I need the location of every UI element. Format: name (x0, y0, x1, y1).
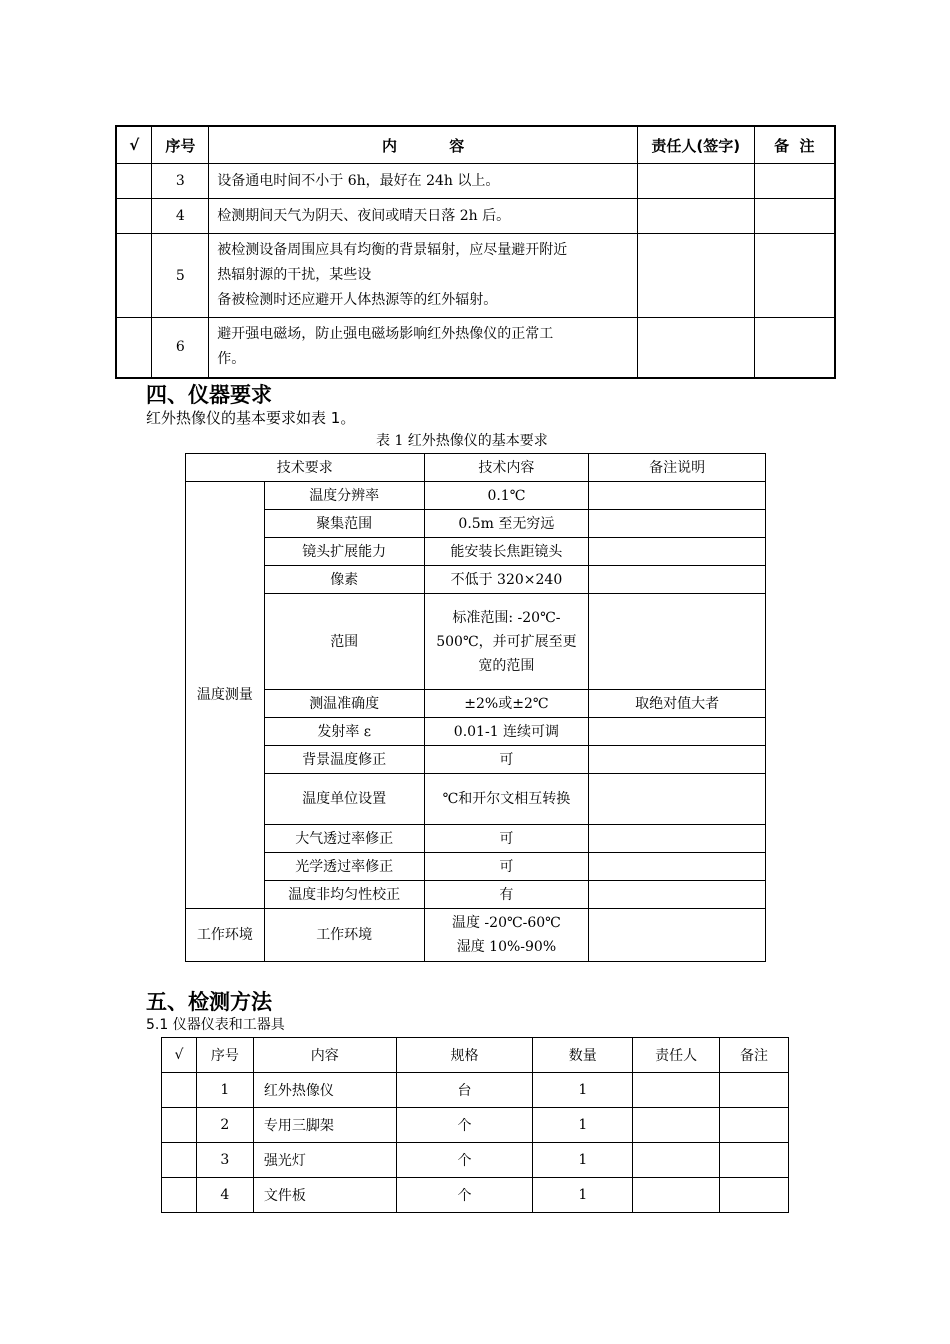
remark-header: 备 注 (754, 126, 835, 164)
qty-header: 数量 (533, 1038, 633, 1073)
group-work-environment: 工作环境 (186, 909, 265, 962)
note-cell (589, 718, 766, 746)
responsible-cell (637, 318, 754, 378)
responsible-cell (633, 1178, 720, 1213)
table-row (116, 234, 835, 318)
item-cell: 温度单位设置 (264, 774, 424, 825)
content-cell (209, 234, 638, 318)
table-row (186, 482, 766, 510)
check-header: √ (116, 126, 152, 164)
content-cell (209, 318, 638, 378)
note-cell (589, 510, 766, 538)
value-cell: ±2%或±2℃ (424, 690, 589, 718)
remark-cell (754, 164, 835, 199)
name-cell: 红外热像仪 (253, 1073, 396, 1108)
content-header: 内 容 (209, 126, 638, 164)
tech-content-header: 技术内容 (424, 454, 589, 482)
responsible-cell (637, 199, 754, 234)
table-header-row (162, 1038, 789, 1073)
value-cell: 0.1℃ (424, 482, 589, 510)
responsible-cell (633, 1143, 720, 1178)
check-cell (116, 318, 152, 378)
value-cell: 0.5m 至无穷远 (424, 510, 589, 538)
seq-cell: 4 (152, 199, 209, 234)
table-row (162, 1143, 789, 1178)
table-row (186, 690, 766, 718)
checklist-table (115, 125, 836, 379)
content-cell: 检测期间天气为阴天、夜间或晴天日落 2h 后。 (209, 199, 638, 234)
name-cell: 文件板 (253, 1178, 396, 1213)
seq-cell: 6 (152, 318, 209, 378)
name-cell: 强光灯 (253, 1143, 396, 1178)
content-line: 热辐射源的干扰，某些设 (217, 267, 372, 283)
responsible-header: 责任人 (633, 1038, 720, 1073)
spec-cell: 个 (396, 1178, 533, 1213)
note-cell (589, 881, 766, 909)
seq-header: 序号 (152, 126, 209, 164)
check-cell (116, 199, 152, 234)
table-row (116, 318, 835, 378)
group-temperature-measurement: 温度测量 (186, 482, 265, 909)
seq-header: 序号 (196, 1038, 253, 1073)
table-row (186, 594, 766, 690)
seq-cell: 3 (152, 164, 209, 199)
seq-cell: 2 (196, 1108, 253, 1143)
table-row (186, 718, 766, 746)
item-cell: 镜头扩展能力 (264, 538, 424, 566)
item-cell: 温度分辨率 (264, 482, 424, 510)
table-row (186, 909, 766, 962)
value-cell (424, 909, 589, 962)
note-cell (589, 825, 766, 853)
value-cell: 不低于 320×240 (424, 566, 589, 594)
note-cell (589, 482, 766, 510)
value-cell: ℃和开尔文相互转换 (424, 774, 589, 825)
note-cell (589, 566, 766, 594)
value-line: 500℃，并可扩展至更 (436, 633, 577, 650)
content-cell: 设备通电时间不小于 6h，最好在 24h 以上。 (209, 164, 638, 199)
table-row (186, 538, 766, 566)
tools-table (161, 1037, 789, 1213)
content-line: 备被检测时还应避开人体热源等的红外辐射。 (217, 292, 498, 308)
seq-cell: 4 (196, 1178, 253, 1213)
item-cell: 温度非均匀性校正 (264, 881, 424, 909)
value-cell: 有 (424, 881, 589, 909)
content-line: 作。 (217, 351, 246, 368)
item-cell: 光学透过率修正 (264, 853, 424, 881)
table-row (186, 853, 766, 881)
note-cell: 取绝对值大者 (589, 690, 766, 718)
item-cell: 发射率 ε (264, 718, 424, 746)
table-row (162, 1073, 789, 1108)
section4-intro: 红外热像仪的基本要求如表 1。 (146, 409, 356, 427)
value-cell: 可 (424, 853, 589, 881)
value-cell: 0.01-1 连续可调 (424, 718, 589, 746)
remark-cell (754, 199, 835, 234)
table-row (186, 510, 766, 538)
table-header-row (116, 126, 835, 164)
table-row (162, 1178, 789, 1213)
check-cell (162, 1073, 197, 1108)
remark-cell (720, 1073, 789, 1108)
item-cell: 聚集范围 (264, 510, 424, 538)
responsible-cell (637, 234, 754, 318)
check-cell (116, 164, 152, 199)
qty-cell: 1 (533, 1143, 633, 1178)
content-header: 内容 (253, 1038, 396, 1073)
table-row (186, 566, 766, 594)
remark-cell (754, 234, 835, 318)
item-cell: 范围 (264, 594, 424, 690)
spec-cell: 个 (396, 1108, 533, 1143)
spec-cell: 台 (396, 1073, 533, 1108)
value-cell: 可 (424, 746, 589, 774)
note-cell (589, 746, 766, 774)
table-caption: 表 1 红外热像仪的基本要求 (376, 433, 548, 449)
value-cell: 能安装长焦距镜头 (424, 538, 589, 566)
table-row (186, 774, 766, 825)
check-cell (162, 1178, 197, 1213)
spec-header: 规格 (396, 1038, 533, 1073)
value-line: 宽的范围 (478, 657, 535, 674)
name-cell: 专用三脚架 (253, 1108, 396, 1143)
table-row (116, 164, 835, 199)
table-header-row (186, 454, 766, 482)
seq-cell: 3 (196, 1143, 253, 1178)
value-cell (424, 594, 589, 690)
value-cell: 可 (424, 825, 589, 853)
remark-cell (720, 1108, 789, 1143)
note-cell (589, 594, 766, 690)
responsible-cell (633, 1108, 720, 1143)
requirements-table (185, 453, 766, 962)
content-line: 避开强电磁场，防止强电磁场影响红外热像仪的正常工 (217, 326, 554, 343)
check-cell (162, 1108, 197, 1143)
tech-req-header: 技术要求 (186, 454, 425, 482)
item-cell: 背景温度修正 (264, 746, 424, 774)
item-cell: 大气透过率修正 (264, 825, 424, 853)
responsible-header: 责任人(签字) (637, 126, 754, 164)
table-row (162, 1108, 789, 1143)
responsible-cell (637, 164, 754, 199)
table-row (186, 825, 766, 853)
note-cell (589, 538, 766, 566)
remark-cell (754, 318, 835, 378)
seq-cell: 5 (152, 234, 209, 318)
responsible-cell (633, 1073, 720, 1108)
section5-title: 五、检测方法 (146, 990, 272, 1014)
qty-cell: 1 (533, 1108, 633, 1143)
value-line: 标准范围: -20℃- (452, 609, 561, 626)
value-line: 温度 -20℃-60℃ (451, 915, 561, 931)
spec-cell: 个 (396, 1143, 533, 1178)
note-cell (589, 909, 766, 962)
item-cell: 测温准确度 (264, 690, 424, 718)
item-cell: 工作环境 (264, 909, 424, 962)
content-line: 被检测设备周围应具有均衡的背景辐射，应尽量避开附近 (217, 242, 568, 258)
section5-subtitle: 5.1 仪器仪表和工器具 (146, 1017, 285, 1033)
table-row (186, 746, 766, 774)
note-cell (589, 774, 766, 825)
note-cell (589, 853, 766, 881)
remark-header: 备注 (720, 1038, 789, 1073)
item-cell: 像素 (264, 566, 424, 594)
qty-cell: 1 (533, 1073, 633, 1108)
qty-cell: 1 (533, 1178, 633, 1213)
table-row (116, 199, 835, 234)
seq-cell: 1 (196, 1073, 253, 1108)
remark-cell (720, 1178, 789, 1213)
section4-title: 四、仪器要求 (146, 383, 272, 407)
check-cell (116, 234, 152, 318)
table-row (186, 881, 766, 909)
check-cell (162, 1143, 197, 1178)
value-line: 湿度 10%-90% (456, 939, 557, 955)
check-header: √ (162, 1038, 197, 1073)
remark-cell (720, 1143, 789, 1178)
note-header: 备注说明 (589, 454, 766, 482)
